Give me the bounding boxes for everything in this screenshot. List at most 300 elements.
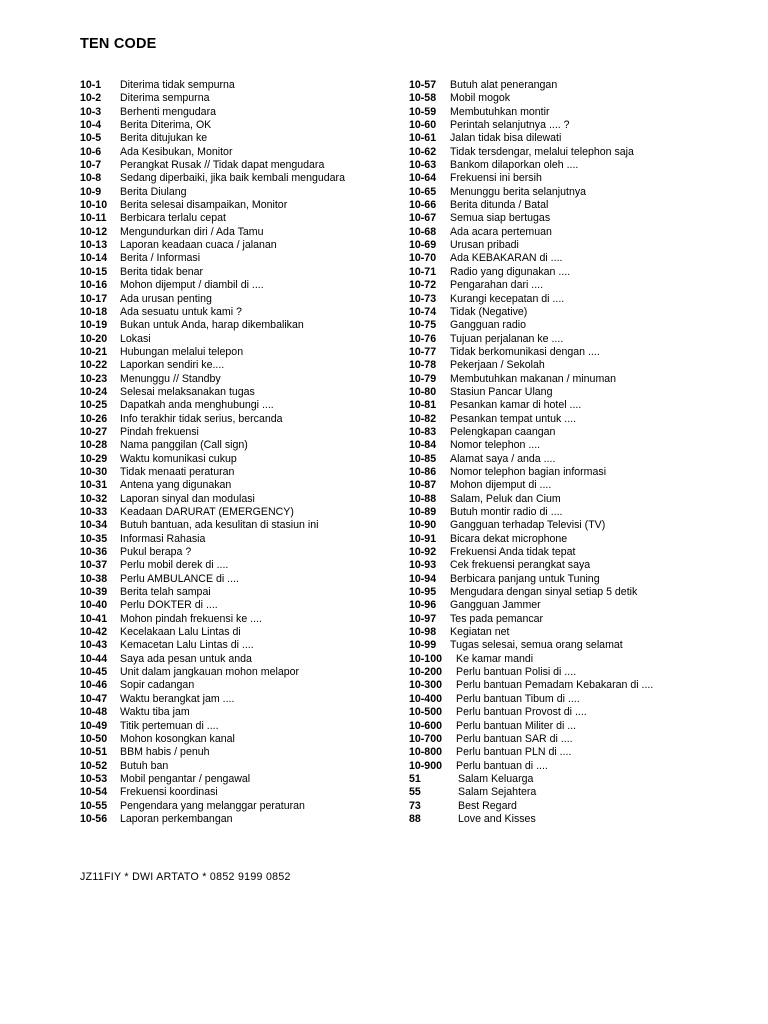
code-row xyxy=(409,279,729,292)
code-number: 10-54 xyxy=(80,786,108,799)
code-row xyxy=(80,773,400,786)
code-meaning: Best Regard xyxy=(458,799,517,812)
code-meaning: Laporan keadaan cuaca / jalanan xyxy=(120,239,277,252)
code-number: 10-72 xyxy=(409,279,437,292)
code-row xyxy=(80,800,400,813)
code-meaning: Kurangi kecepatan di .... xyxy=(450,292,565,305)
code-row xyxy=(80,146,400,159)
code-row xyxy=(80,252,400,265)
code-number: 10-43 xyxy=(80,639,108,652)
code-meaning: Berita ditunda / Batal xyxy=(450,199,549,212)
code-meaning: Gangguan terhadap Televisi (TV) xyxy=(450,519,606,532)
code-row xyxy=(409,760,729,773)
code-number: 10-48 xyxy=(80,706,108,719)
code-meaning: Perlu bantuan di .... xyxy=(456,759,548,772)
code-row xyxy=(409,319,729,332)
code-number: 10-75 xyxy=(409,319,437,332)
code-number: 10-33 xyxy=(80,506,108,518)
code-number: 10-9 xyxy=(80,185,102,198)
code-row xyxy=(409,573,729,586)
code-row xyxy=(80,519,400,532)
code-number: 10-4 xyxy=(80,119,102,132)
code-row xyxy=(80,493,400,506)
code-number: 10-30 xyxy=(80,465,108,478)
code-row xyxy=(409,453,729,466)
code-number: 10-80 xyxy=(409,385,437,398)
code-number: 10-60 xyxy=(409,119,437,132)
code-row xyxy=(409,639,729,652)
code-number: 10-29 xyxy=(80,452,108,465)
code-meaning: Perlu bantuan Tibum di .... xyxy=(456,692,580,705)
code-meaning: Waktu komunikasi cukup xyxy=(120,452,237,465)
code-row xyxy=(80,266,400,279)
code-meaning: Sedang diperbaiki, jika baik kembali mengudara xyxy=(120,172,345,185)
code-number: 10-7 xyxy=(80,159,102,172)
code-row xyxy=(80,279,400,292)
code-number: 10-49 xyxy=(80,719,108,732)
code-meaning: Tugas selesai, semua orang selamat xyxy=(450,639,623,652)
code-number: 10-35 xyxy=(80,532,108,545)
code-meaning: Perlu AMBULANCE di .... xyxy=(120,572,239,585)
code-row xyxy=(409,706,729,719)
code-meaning: Dapatkah anda menghubungi .... xyxy=(120,399,274,412)
code-row xyxy=(80,679,400,692)
code-meaning: Keadaan DARURAT (EMERGENCY) xyxy=(120,506,294,518)
code-meaning: Laporan sinyal dan modulasi xyxy=(120,492,255,505)
code-meaning: Hubungan melalui telepon xyxy=(120,345,244,358)
code-row xyxy=(80,333,400,346)
code-meaning: Sopir cadangan xyxy=(120,679,195,692)
code-meaning: Tidak menaati peraturan xyxy=(120,465,235,478)
code-row xyxy=(409,800,729,813)
code-meaning: Perlu bantuan SAR di .... xyxy=(456,732,573,745)
code-meaning: Berita ditujukan ke xyxy=(120,132,208,145)
code-row xyxy=(80,172,400,185)
code-row xyxy=(80,546,400,559)
ten-code-list-left xyxy=(80,79,400,826)
code-number: 10-13 xyxy=(80,239,108,252)
code-number: 10-25 xyxy=(80,399,108,412)
code-meaning: Mobil mogok xyxy=(450,92,511,105)
code-meaning: Perintah selanjutnya .... ? xyxy=(450,119,570,132)
code-row xyxy=(80,706,400,719)
code-meaning: Perlu DOKTER di .... xyxy=(120,599,218,612)
code-row xyxy=(80,293,400,306)
code-number: 10-37 xyxy=(80,559,108,572)
code-meaning: Pesankan kamar di hotel .... xyxy=(450,399,582,412)
code-number: 10-98 xyxy=(409,626,437,639)
code-row xyxy=(409,172,729,185)
code-meaning: Waktu tiba jam xyxy=(120,706,190,719)
code-row xyxy=(80,79,400,92)
code-row xyxy=(409,333,729,346)
code-meaning: Lokasi xyxy=(120,332,151,345)
code-number: 10-83 xyxy=(409,425,437,438)
code-number: 10-82 xyxy=(409,412,437,425)
code-meaning: Mengudara dengan sinyal setiap 5 detik xyxy=(450,586,638,599)
code-meaning: Bukan untuk Anda, harap dikembalikan xyxy=(120,319,304,332)
code-number: 10-50 xyxy=(80,732,108,745)
code-row xyxy=(80,453,400,466)
code-number: 10-300 xyxy=(409,679,442,692)
code-number: 10-400 xyxy=(409,692,442,705)
code-number: 10-93 xyxy=(409,559,437,572)
code-meaning: Diterima tidak sempurna xyxy=(120,79,235,91)
code-meaning: Gangguan Jammer xyxy=(450,599,541,612)
code-number: 10-27 xyxy=(80,425,108,438)
code-number: 10-70 xyxy=(409,252,437,265)
code-number: 10-78 xyxy=(409,359,437,372)
code-number: 10-89 xyxy=(409,506,437,518)
code-meaning: Ada Kesibukan, Monitor xyxy=(120,145,233,158)
code-row xyxy=(409,533,729,546)
code-number: 10-88 xyxy=(409,492,437,505)
code-number: 10-32 xyxy=(80,492,108,505)
code-row xyxy=(80,733,400,746)
code-number: 10-900 xyxy=(409,759,442,772)
code-meaning: Pukul berapa ? xyxy=(120,546,192,559)
code-meaning: Bicara dekat microphone xyxy=(450,532,568,545)
code-number: 10-62 xyxy=(409,145,437,158)
code-row xyxy=(80,106,400,119)
code-number: 10-56 xyxy=(80,812,108,825)
code-meaning: Tidak berkomunikasi dengan .... xyxy=(450,345,600,358)
code-row xyxy=(80,466,400,479)
code-meaning: Berita Diterima, OK xyxy=(120,119,212,132)
code-number: 10-74 xyxy=(409,305,437,318)
code-number: 10-39 xyxy=(80,586,108,599)
code-number: 10-44 xyxy=(80,652,108,665)
code-row xyxy=(409,693,729,706)
code-row xyxy=(409,186,729,199)
code-number: 10-8 xyxy=(80,172,102,185)
code-number: 10-19 xyxy=(80,319,108,332)
code-number: 10-22 xyxy=(80,359,108,372)
code-meaning: Pengendara yang melanggar peraturan xyxy=(120,799,305,812)
code-number: 10-76 xyxy=(409,332,437,345)
code-meaning: Unit dalam jangkauan mohon melapor xyxy=(120,666,300,679)
code-number: 10-73 xyxy=(409,292,437,305)
code-number: 10-58 xyxy=(409,92,437,105)
code-meaning: Saya ada pesan untuk anda xyxy=(120,652,252,665)
code-row xyxy=(80,559,400,572)
code-row xyxy=(80,786,400,799)
code-number: 10-51 xyxy=(80,746,108,759)
code-meaning: Mobil pengantar / pengawal xyxy=(120,772,251,785)
code-meaning: Cek frekuensi perangkat saya xyxy=(450,559,591,572)
code-meaning: Perlu bantuan Polisi di .... xyxy=(456,666,577,679)
code-number: 10-92 xyxy=(409,546,437,559)
code-meaning: Gangguan radio xyxy=(450,319,526,332)
code-number: 10-500 xyxy=(409,706,442,719)
code-meaning: Nomor telephon bagian informasi xyxy=(450,465,607,478)
code-number: 10-18 xyxy=(80,305,108,318)
code-number: 10-45 xyxy=(80,666,108,679)
code-number: 51 xyxy=(409,772,421,785)
code-meaning: Tidak tersdengar, melalui telephon saja xyxy=(450,145,634,158)
code-number: 10-95 xyxy=(409,586,437,599)
code-meaning: Mohon pindah frekuensi ke .... xyxy=(120,612,262,625)
code-number: 10-57 xyxy=(409,79,437,91)
code-meaning: Kecelakaan Lalu Lintas di xyxy=(120,626,241,639)
code-row xyxy=(80,319,400,332)
code-number: 10-63 xyxy=(409,159,437,172)
code-row xyxy=(409,266,729,279)
code-number: 10-96 xyxy=(409,599,437,612)
code-row xyxy=(409,413,729,426)
code-number: 10-42 xyxy=(80,626,108,639)
code-meaning: Menunggu // Standby xyxy=(120,372,221,385)
code-row xyxy=(409,626,729,639)
code-number: 10-47 xyxy=(80,692,108,705)
code-row xyxy=(80,386,400,399)
code-meaning: Membutuhkan makanan / minuman xyxy=(450,372,617,385)
code-number: 10-79 xyxy=(409,372,437,385)
code-row xyxy=(409,653,729,666)
code-row xyxy=(80,720,400,733)
code-row xyxy=(80,586,400,599)
code-number: 10-46 xyxy=(80,679,108,692)
code-row xyxy=(409,466,729,479)
code-row xyxy=(80,132,400,145)
code-row xyxy=(409,479,729,492)
code-number: 10-14 xyxy=(80,252,108,265)
code-meaning: Menunggu berita selanjutnya xyxy=(450,185,587,198)
code-number: 10-40 xyxy=(80,599,108,612)
code-meaning: Tujuan perjalanan ke .... xyxy=(450,332,564,345)
code-row xyxy=(409,373,729,386)
code-number: 10-17 xyxy=(80,292,108,305)
code-row xyxy=(409,79,729,92)
code-number: 10-84 xyxy=(409,439,437,452)
code-meaning: Frekuensi Anda tidak tepat xyxy=(450,546,576,559)
code-number: 10-1 xyxy=(80,79,102,91)
code-number: 10-100 xyxy=(409,652,442,665)
code-row xyxy=(409,359,729,372)
code-number: 73 xyxy=(409,799,421,812)
code-row xyxy=(80,413,400,426)
code-meaning: Nama panggilan (Call sign) xyxy=(120,439,248,452)
code-row xyxy=(409,439,729,452)
code-row xyxy=(409,613,729,626)
code-row xyxy=(80,159,400,172)
code-meaning: Perlu bantuan Provost di .... xyxy=(456,706,587,719)
code-meaning: Pengarahan dari .... xyxy=(450,279,544,292)
code-meaning: Diterima sempurna xyxy=(120,92,210,105)
code-number: 10-87 xyxy=(409,479,437,492)
code-meaning: Berita Diulang xyxy=(120,185,187,198)
ten-code-list-right xyxy=(409,79,729,826)
code-row xyxy=(80,346,400,359)
code-number: 10-31 xyxy=(80,479,108,492)
code-meaning: Perlu mobil derek di .... xyxy=(120,559,229,572)
code-row xyxy=(80,186,400,199)
code-row xyxy=(80,666,400,679)
code-row xyxy=(80,439,400,452)
code-meaning: Frekuensi ini bersih xyxy=(450,172,542,185)
code-meaning: Titik pertemuan di .... xyxy=(120,719,219,732)
code-row xyxy=(80,306,400,319)
code-number: 10-97 xyxy=(409,612,437,625)
code-row xyxy=(80,813,400,826)
code-meaning: Pekerjaan / Sekolah xyxy=(450,359,545,372)
code-meaning: Laporkan sendiri ke.... xyxy=(120,359,225,372)
code-number: 10-800 xyxy=(409,746,442,759)
code-meaning: Pesankan tempat untuk .... xyxy=(450,412,577,425)
code-meaning: Pelengkapan caangan xyxy=(450,425,556,438)
code-row xyxy=(409,119,729,132)
code-number: 10-71 xyxy=(409,265,437,278)
code-row xyxy=(80,199,400,212)
code-number: 10-16 xyxy=(80,279,108,292)
code-meaning: Radio yang digunakan .... xyxy=(450,265,571,278)
code-row xyxy=(409,239,729,252)
code-number: 10-11 xyxy=(80,212,107,225)
code-row xyxy=(409,519,729,532)
code-number: 10-52 xyxy=(80,759,108,772)
code-number: 10-61 xyxy=(409,132,437,145)
page-title: TEN CODE xyxy=(80,36,157,52)
code-row xyxy=(409,106,729,119)
code-row xyxy=(80,746,400,759)
code-number: 10-66 xyxy=(409,199,437,212)
code-number: 10-2 xyxy=(80,92,102,105)
code-meaning: Informasi Rahasia xyxy=(120,532,206,545)
code-row xyxy=(80,760,400,773)
footer-signature: JZ11FIY * DWI ARTATO * 0852 9199 0852 xyxy=(80,871,291,883)
code-number: 10-59 xyxy=(409,105,437,118)
code-row xyxy=(409,92,729,105)
code-meaning: Mohon dijemput di .... xyxy=(450,479,552,492)
code-number: 10-600 xyxy=(409,719,442,732)
code-number: 10-65 xyxy=(409,185,437,198)
code-meaning: Frekuensi koordinasi xyxy=(120,786,218,799)
code-row xyxy=(80,599,400,612)
code-row xyxy=(80,239,400,252)
code-row xyxy=(80,226,400,239)
code-number: 10-69 xyxy=(409,239,437,252)
code-row xyxy=(80,626,400,639)
code-row xyxy=(80,212,400,225)
code-row xyxy=(80,373,400,386)
code-number: 10-15 xyxy=(80,265,108,278)
code-meaning: Bankom dilaporkan oleh .... xyxy=(450,159,579,172)
code-meaning: Love and Kisses xyxy=(458,812,536,825)
code-meaning: Mengundurkan diri / Ada Tamu xyxy=(120,225,264,238)
code-meaning: Membutuhkan montir xyxy=(450,105,550,118)
code-meaning: Butuh bantuan, ada kesulitan di stasiun ini xyxy=(120,519,319,532)
code-row xyxy=(409,146,729,159)
code-number: 10-23 xyxy=(80,372,108,385)
code-row xyxy=(409,493,729,506)
code-row xyxy=(409,293,729,306)
code-meaning: Antena yang digunakan xyxy=(120,479,232,492)
code-row xyxy=(409,746,729,759)
code-meaning: Ada acara pertemuan xyxy=(450,225,552,238)
code-meaning: Berita / Informasi xyxy=(120,252,201,265)
code-number: 10-28 xyxy=(80,439,108,452)
code-row xyxy=(409,773,729,786)
code-row xyxy=(409,132,729,145)
code-number: 10-77 xyxy=(409,345,437,358)
code-meaning: Mohon dijemput / diambil di .... xyxy=(120,279,264,292)
code-meaning: Kemacetan Lalu Lintas di .... xyxy=(120,639,254,652)
code-number: 10-41 xyxy=(80,612,108,625)
code-meaning: Pindah frekuensi xyxy=(120,425,199,438)
code-row xyxy=(409,813,729,826)
code-meaning: Mohon kosongkan kanal xyxy=(120,732,235,745)
code-row xyxy=(80,399,400,412)
code-row xyxy=(409,599,729,612)
code-meaning: Semua siap bertugas xyxy=(450,212,551,225)
code-number: 10-85 xyxy=(409,452,437,465)
code-number: 55 xyxy=(409,786,421,799)
code-meaning: Tes pada pemancar xyxy=(450,612,544,625)
code-meaning: Perlu bantuan Militer di ... xyxy=(456,719,577,732)
code-row xyxy=(80,533,400,546)
code-number: 10-67 xyxy=(409,212,437,225)
code-meaning: Ada sesuatu untuk kami ? xyxy=(120,305,242,318)
code-number: 10-20 xyxy=(80,332,108,345)
code-number: 10-38 xyxy=(80,572,108,585)
code-meaning: Ada KEBAKARAN di .... xyxy=(450,252,563,265)
code-meaning: Butuh ban xyxy=(120,759,169,772)
code-meaning: Perangkat Rusak // Tidak dapat mengudara xyxy=(120,159,325,172)
code-meaning: Berbicara panjang untuk Tuning xyxy=(450,572,600,585)
code-number: 10-12 xyxy=(80,225,108,238)
code-row xyxy=(409,679,729,692)
code-meaning: Berita selesai disampaikan, Monitor xyxy=(120,199,288,212)
code-meaning: Salam Keluarga xyxy=(458,772,534,785)
code-row xyxy=(409,586,729,599)
code-row xyxy=(409,720,729,733)
code-row xyxy=(409,386,729,399)
code-meaning: Butuh montir radio di .... xyxy=(450,506,563,518)
code-meaning: Ke kamar mandi xyxy=(456,652,534,665)
code-meaning: Waktu berangkat jam .... xyxy=(120,692,235,705)
code-row xyxy=(409,399,729,412)
code-meaning: Berita tidak benar xyxy=(120,265,204,278)
code-row xyxy=(409,226,729,239)
code-meaning: Stasiun Pancar Ulang xyxy=(450,385,553,398)
code-row xyxy=(80,653,400,666)
code-number: 10-99 xyxy=(409,639,437,652)
code-row xyxy=(409,506,729,519)
code-row xyxy=(409,252,729,265)
code-number: 10-34 xyxy=(80,519,108,532)
code-row xyxy=(409,306,729,319)
code-row xyxy=(80,639,400,652)
code-number: 10-94 xyxy=(409,572,437,585)
code-meaning: Salam Sejahtera xyxy=(458,786,537,799)
code-number: 10-6 xyxy=(80,145,102,158)
code-meaning: Jalan tidak bisa dilewati xyxy=(450,132,562,145)
code-meaning: Salam, Peluk dan Cium xyxy=(450,492,561,505)
code-meaning: BBM habis / penuh xyxy=(120,746,210,759)
code-row xyxy=(80,573,400,586)
code-meaning: Nomor telephon .... xyxy=(450,439,541,452)
code-row xyxy=(409,346,729,359)
code-number: 10-64 xyxy=(409,172,437,185)
code-row xyxy=(409,426,729,439)
code-meaning: Laporan perkembangan xyxy=(120,812,233,825)
code-meaning: Kegiatan net xyxy=(450,626,510,639)
code-row xyxy=(80,506,400,519)
code-meaning: Berita telah sampai xyxy=(120,586,211,599)
code-row xyxy=(80,613,400,626)
code-row xyxy=(409,733,729,746)
code-number: 10-700 xyxy=(409,732,442,745)
